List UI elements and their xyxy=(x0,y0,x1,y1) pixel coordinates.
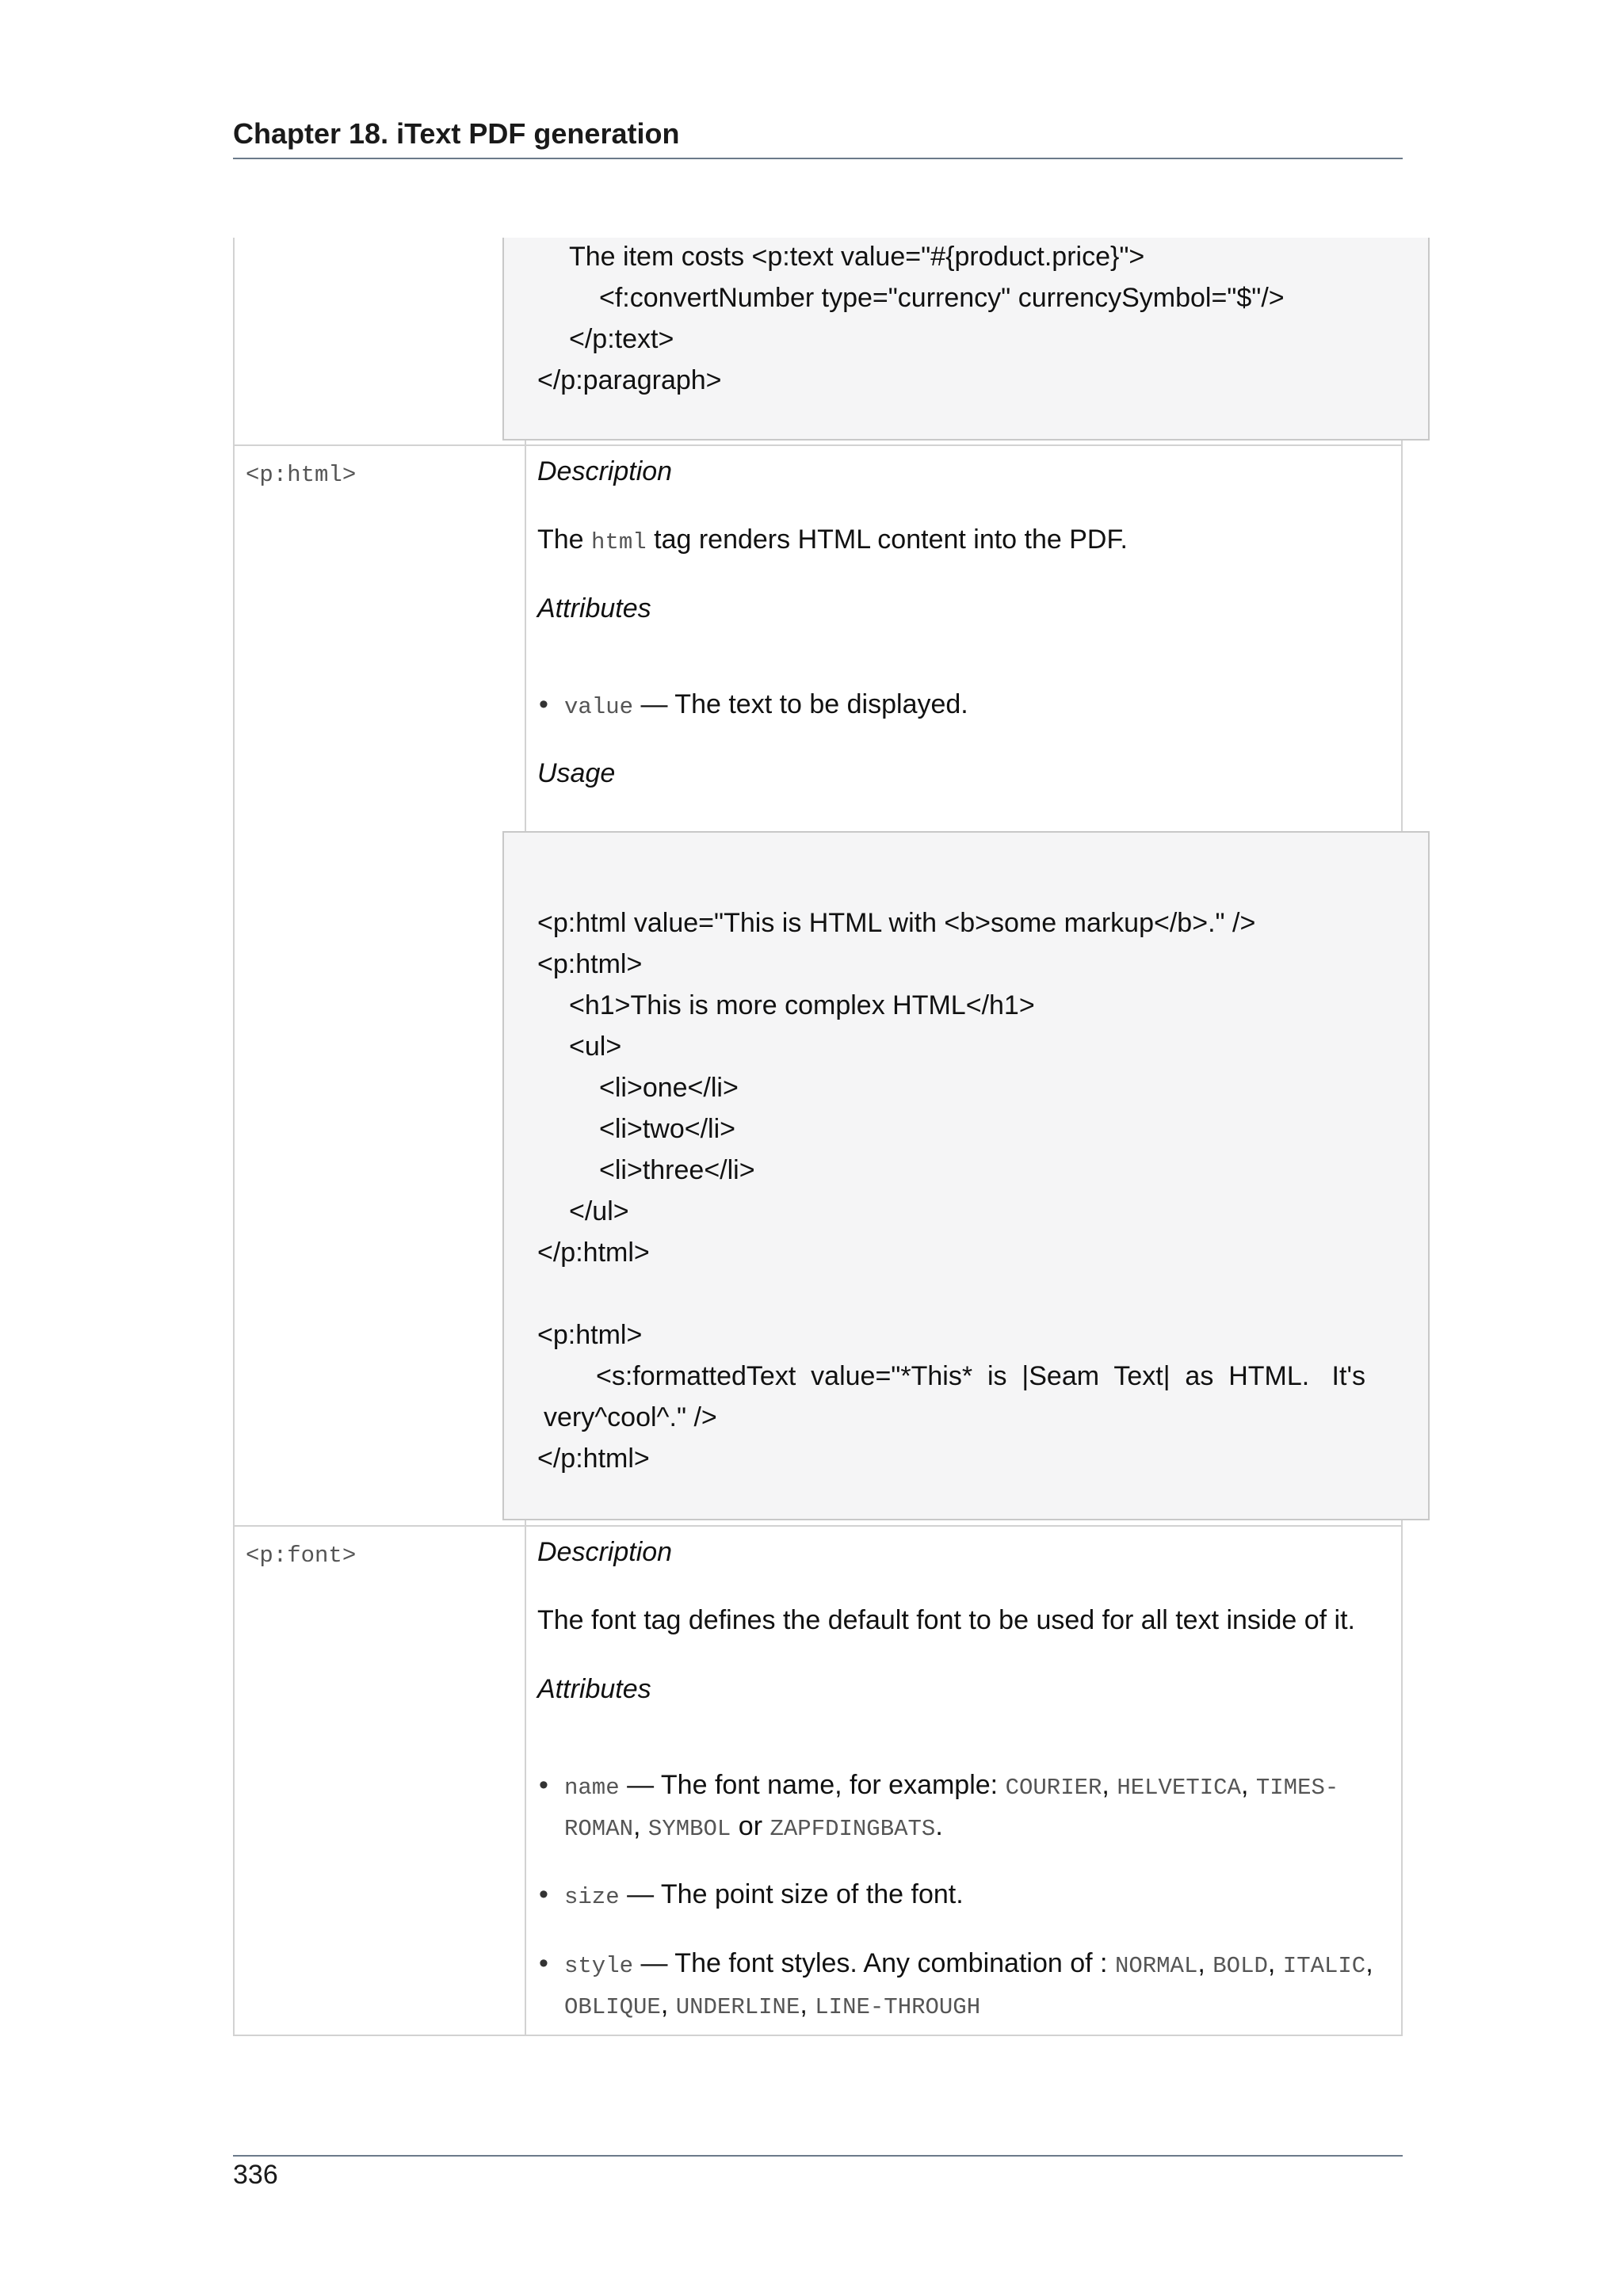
font-value: ROMAN xyxy=(564,1816,634,1842)
code-line: <li>two</li> xyxy=(599,1114,735,1144)
attribute-name: size xyxy=(564,1884,620,1910)
style-value: OBLIQUE xyxy=(564,1994,661,2020)
table-border-left xyxy=(233,238,235,2036)
code-line: </p:html> xyxy=(537,1238,650,1268)
code-line: </ul> xyxy=(569,1196,629,1226)
bullet: • xyxy=(539,1770,548,1800)
description-heading: Description xyxy=(537,1537,673,1567)
attributes-heading: Attributes xyxy=(537,1674,651,1704)
attribute-value xyxy=(564,689,968,720)
code-line: <p:html> xyxy=(537,949,643,979)
code-line: </p:paragraph> xyxy=(537,365,722,395)
tag-name-html: <p:html> xyxy=(246,462,357,488)
desc-pre: The xyxy=(537,524,584,555)
chapter-title: Chapter 18. iText PDF generation xyxy=(233,117,680,150)
code-line: <p:html> xyxy=(537,1320,643,1350)
attribute-name: name xyxy=(564,1775,620,1801)
attribute-description: — The point size of the font. xyxy=(627,1879,964,1909)
style-value: BOLD xyxy=(1212,1953,1268,1979)
attribute-name: value xyxy=(564,694,634,720)
bullet: • xyxy=(539,1879,548,1909)
style-value: NORMAL xyxy=(1114,1953,1198,1979)
description-heading: Description xyxy=(537,456,673,486)
description-text xyxy=(537,524,1128,555)
bullet: • xyxy=(539,689,548,719)
code-line: </p:text> xyxy=(569,324,674,354)
code-line: <h1>This is more complex HTML</h1> xyxy=(569,990,1035,1020)
attribute-description: — The text to be displayed. xyxy=(640,689,968,719)
tag-name-font: <p:font> xyxy=(246,1543,357,1569)
code-line: The item costs <p:text value="#{product.price}"> xyxy=(569,242,1145,272)
attribute-name-line1: name — The font name, for example: COURIER, HELVETICA, TIMES- xyxy=(564,1770,1339,1801)
footer-divider xyxy=(233,2155,1403,2157)
code-line: <li>three</li> xyxy=(599,1155,755,1185)
style-value: ITALIC xyxy=(1282,1953,1366,1979)
usage-heading: Usage xyxy=(537,758,616,788)
code-line: <p:html value="This is HTML with <b>some markup</b>." /> xyxy=(537,908,1256,938)
code-line: </p:html> xyxy=(537,1444,650,1474)
header-divider xyxy=(233,158,1403,159)
font-value: HELVETICA xyxy=(1117,1775,1241,1801)
code-line: <li>one</li> xyxy=(599,1073,739,1103)
html-code: html xyxy=(591,529,647,555)
code-line: <ul> xyxy=(569,1032,622,1062)
style-value: UNDERLINE xyxy=(675,1994,800,2020)
attribute-description: — The font styles. Any combination of : xyxy=(640,1948,1108,1978)
code-line: <s:formattedText value="*This* is |Seam Text| as HTML. It's xyxy=(596,1361,1365,1391)
bullet: • xyxy=(539,1948,548,1978)
font-value: TIMES- xyxy=(1255,1775,1339,1801)
attribute-name-line2: ROMAN, SYMBOL or ZAPFDINGBATS. xyxy=(564,1811,943,1842)
table-border-bottom xyxy=(233,2035,1403,2036)
row-divider-html xyxy=(233,444,1403,446)
font-value: ZAPFDINGBATS xyxy=(769,1816,936,1842)
desc-post: tag renders HTML content into the PDF. xyxy=(654,524,1128,555)
style-value: LINE-THROUGH xyxy=(815,1994,981,2020)
attribute-name: style xyxy=(564,1953,634,1979)
code-line: very^cool^." /> xyxy=(544,1402,717,1432)
or-word: or xyxy=(738,1811,763,1841)
attribute-description: — The font name, for example: xyxy=(627,1770,999,1800)
attribute-style-line1: style — The font styles. Any combination of : NORMAL, BOLD, ITALIC, xyxy=(564,1948,1373,1979)
attribute-style-line2: OBLIQUE, UNDERLINE, LINE-THROUGH xyxy=(564,1989,981,2020)
row-divider-font xyxy=(233,1525,1403,1527)
description-text: The font tag defines the default font to be used for all text inside of it. xyxy=(537,1605,1355,1635)
font-value: SYMBOL xyxy=(647,1816,731,1842)
font-value: COURIER xyxy=(1005,1775,1102,1801)
code-line: <f:convertNumber type="currency" currencySymbol="$"/> xyxy=(599,283,1285,313)
attributes-heading: Attributes xyxy=(537,593,651,624)
page-number: 336 xyxy=(233,2160,278,2190)
attribute-size xyxy=(564,1879,964,1910)
